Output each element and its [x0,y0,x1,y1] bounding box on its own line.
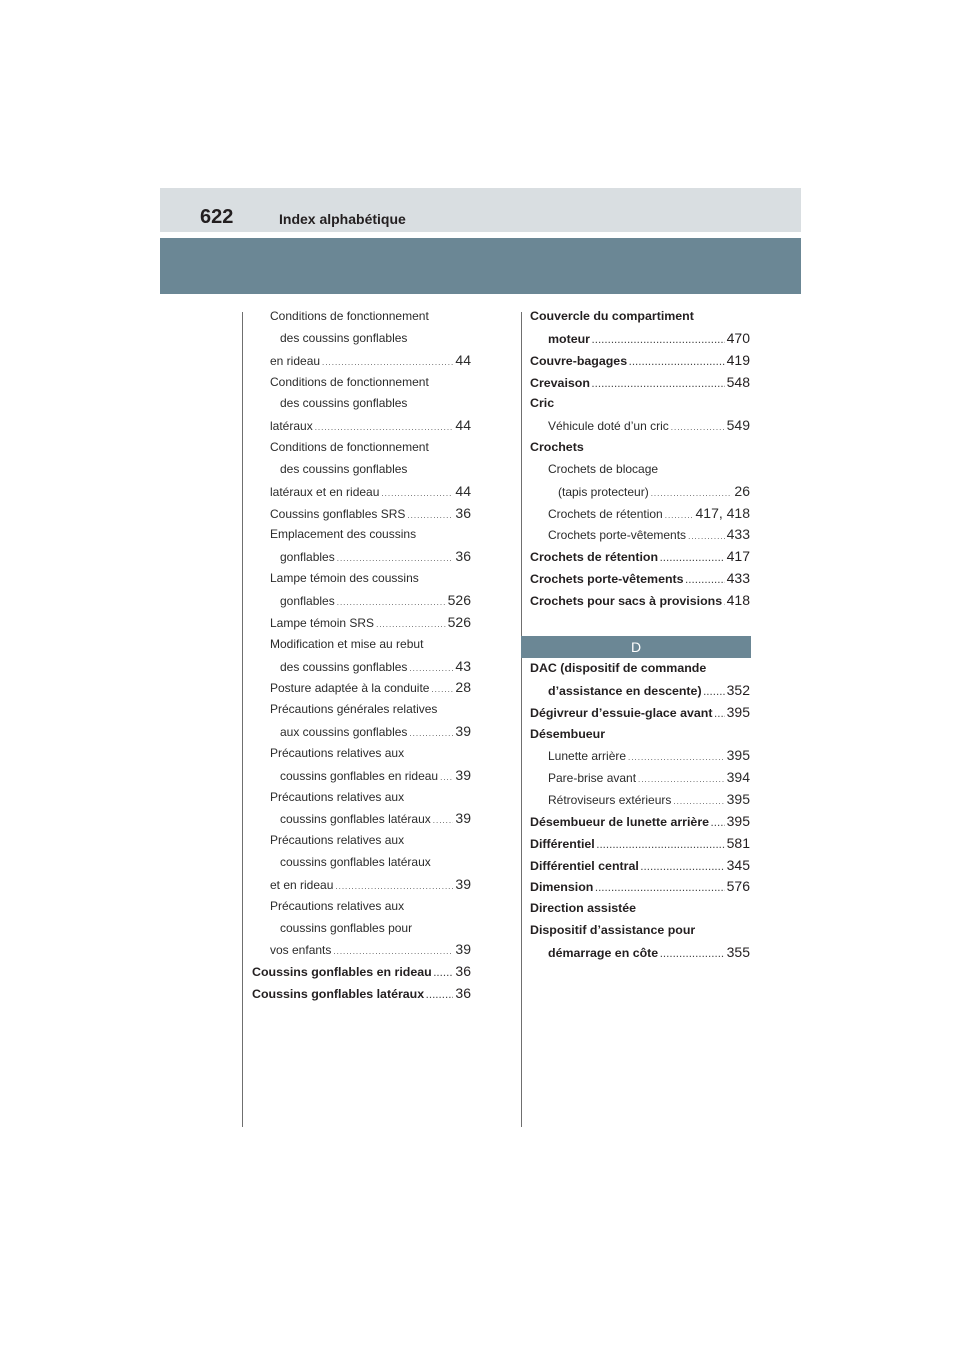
index-entry [252,787,471,809]
leader-dots [426,985,453,1007]
letter-heading-label: D [630,639,642,655]
index-entry-text: Véhicule doté d’un cric [548,419,669,434]
index-entry-page: 548 [726,373,750,390]
section-title: Index alphabétique [279,211,406,227]
index-entry [252,743,471,765]
index-entry-text: vos enfants [270,943,332,958]
index-entry-text: Conditions de fonctionnement [270,440,429,455]
index-entry-text: Lampe témoin SRS [270,615,375,630]
leader-dots [381,483,453,505]
index-entry-text: coussins gonflables en rideau [280,768,439,783]
index-entry-text: Direction assistée [530,901,637,916]
index-entry-text: Emplacement des coussins [270,527,417,542]
index-entry-text: des coussins gonflables [280,461,408,476]
index-entry [252,721,471,743]
center-column-rule [521,312,522,1127]
index-entry [252,372,471,394]
index-entry-text: DAC (dispositif de commande [530,661,707,675]
index-entry-page: 43 [455,657,471,674]
index-entry-page: 44 [455,351,471,368]
index-entry [530,459,750,481]
leader-dots [431,679,453,701]
index-entry [252,459,471,481]
index-entry [530,658,750,680]
letter-heading-d [521,636,751,658]
index-entry [530,724,750,746]
index-entry [530,942,750,964]
leader-dots [434,963,454,985]
leader-dots [660,548,725,570]
index-entry-page: 433 [726,570,750,587]
index-entry [530,481,750,503]
leader-dots [686,570,725,592]
index-entry-text: Crochets de rétention [530,550,659,565]
index-entry-page: 44 [455,482,471,499]
index-column-left [252,306,471,1005]
index-entry [252,503,471,525]
index-entry [530,372,750,394]
index-entry-page: 526 [447,613,471,630]
index-entry [252,830,471,852]
index-entry [530,306,750,328]
index-entry [252,699,471,721]
leader-dots [641,857,725,879]
index-entry [252,918,471,940]
index-entry [252,677,471,699]
index-entry [530,415,750,437]
index-entry-text: Pare-brise avant [548,771,637,786]
index-entry [530,350,750,372]
index-entry-text: latéraux [270,419,313,434]
index-entry-page: 39 [455,766,471,783]
index-entry-text: Crevaison [530,375,590,390]
leader-dots [376,614,446,636]
index-entry [252,437,471,459]
left-column-rule [242,312,243,1127]
index-entry-text: Lampe témoin des coussins [270,571,419,586]
index-entry-text: des coussins gonflables [280,396,408,411]
index-entry [252,765,471,787]
index-entry-text: Coussins gonflables SRS [270,506,406,521]
index-entry-text: Posture adaptée à la conduite [270,681,430,696]
index-entry [530,503,750,525]
index-entry-page: 39 [455,723,471,740]
index-entry [252,415,471,437]
leader-dots [592,374,725,396]
index-entry-page: 549 [726,417,750,434]
index-entry [530,833,750,855]
index-entry [530,328,750,350]
leader-dots [651,483,733,505]
index-entry-page: 39 [455,810,471,827]
index-entry [530,590,750,612]
index-entry [252,350,471,372]
index-entry-text: démarrage en côte [548,945,659,960]
index-entry [530,680,750,702]
index-entry [252,328,471,350]
index-entry-page: 526 [447,591,471,608]
index-entry-text: Crochets pour sacs à provisions [530,593,723,608]
index-entry [530,546,750,568]
index-entry-text: Lunette arrière [548,749,627,764]
index-entry-text: (tapis protecteur) [558,484,649,499]
index-entry [252,634,471,656]
leader-dots [337,592,446,614]
index-entry-text: Couvercle du compartiment [530,309,694,323]
leader-dots [671,417,725,439]
index-entry-page: 28 [455,679,471,696]
index-entry-page: 345 [726,856,750,873]
index-entry-text: Précautions relatives aux [270,745,405,760]
leader-dots [315,417,454,439]
index-entry [252,939,471,961]
index-entry-text: Coussins gonflables latéraux [252,987,425,1002]
index-entry [530,811,750,833]
index-entry-text: et en rideau [270,877,334,892]
leader-dots [409,723,453,745]
index-entry [530,876,750,898]
index-entry [530,855,750,877]
leader-dots [337,548,454,570]
index-entry [530,524,750,546]
index-entry [252,524,471,546]
index-entry [252,393,471,415]
index-entry [252,874,471,896]
index-entry [252,983,471,1005]
leader-dots [629,352,725,374]
index-entry-page: 470 [726,329,750,346]
index-entry [530,767,750,789]
index-entry-page: 36 [455,548,471,565]
index-entry-page: 395 [726,747,750,764]
index-entry-text: Crochets porte-vêtements [530,572,684,587]
index-entry-page: 395 [726,812,750,829]
index-entry-page: 419 [726,351,750,368]
index-entry-text: Précautions relatives aux [270,789,405,804]
index-entry-text: Crochets porte-vêtements [548,528,687,543]
index-entry-page: 576 [726,878,750,895]
index-entry [530,437,750,459]
leader-dots [715,704,725,726]
index-entry-page: 395 [726,703,750,720]
leader-dots [628,747,725,769]
index-entry-text: coussins gonflables latéraux [280,812,431,827]
index-entry-page: 394 [726,769,750,786]
index-entry [252,612,471,634]
index-entry-text: Dispositif d’assistance pour [530,923,696,938]
leader-dots [704,682,725,704]
leader-dots [638,769,725,791]
index-entry-text: Rétroviseurs extérieurs [548,793,672,808]
index-entry-page: 395 [726,791,750,808]
index-entry-page: 581 [726,834,750,851]
index-entry-page: 417 [726,548,750,565]
index-entry [252,896,471,918]
leader-dots [665,505,694,527]
index-entry [252,306,471,328]
leader-dots [724,592,725,614]
index-entry-text: coussins gonflables latéraux [280,855,431,870]
index-entry-page: 26 [734,482,750,499]
index-entry [252,590,471,612]
index-entry-page: 433 [726,526,750,543]
index-entry-text: gonflables [280,550,335,565]
index-entry [252,546,471,568]
index-entry-text: Précautions générales relatives [270,702,438,717]
index-entry-page: 44 [455,417,471,434]
index-entry-text: Précautions relatives aux [270,833,405,848]
leader-dots [440,767,453,789]
index-entry [252,481,471,503]
index-column-right-bottom [530,658,750,964]
index-entry-text: Différentiel central [530,858,639,873]
index-entry-text: coussins gonflables pour [280,920,413,935]
index-entry-text: Couvre-bagages [530,353,628,368]
leader-dots [688,526,725,548]
index-entry-text: Désembueur de lunette arrière [530,814,710,829]
index-entry [530,393,750,415]
index-entry-text: Crochets de blocage [548,461,659,476]
leader-dots [660,944,724,966]
index-entry-text: d’assistance en descente) [548,683,702,698]
page-number: 622 [200,206,234,228]
leader-dots [592,330,725,352]
index-entry-text: des coussins gonflables [280,659,408,674]
index-entry [252,852,471,874]
leader-dots [711,813,725,835]
index-entry [530,920,750,942]
index-entry [252,808,471,830]
index-entry [530,568,750,590]
index-entry [252,961,471,983]
leader-dots [433,810,454,832]
leader-dots [322,352,453,374]
leader-dots [407,505,453,527]
index-entry-page: 418 [726,591,750,608]
leader-dots [335,876,453,898]
index-entry [530,702,750,724]
index-entry-page: 39 [455,941,471,958]
leader-dots [673,791,724,813]
index-entry-text: des coussins gonflables [280,330,408,345]
index-entry-text: aux coussins gonflables [280,725,408,740]
index-entry-text: Précautions relatives aux [270,898,405,913]
index-entry-page: 39 [455,875,471,892]
index-entry-page: 355 [726,943,750,960]
index-entry-page: 36 [455,504,471,521]
index-entry-text: Désembueur [530,726,606,741]
index-entry-text: latéraux et en rideau [270,484,380,499]
index-entry-text: moteur [548,331,590,346]
index-entry-text: gonflables [280,593,335,608]
index-entry [530,745,750,767]
header-band [160,188,801,232]
leader-dots [597,835,725,857]
leader-dots [333,941,453,963]
index-entry-text: Coussins gonflables en rideau [252,965,432,980]
leader-dots [409,658,453,680]
index-entry-page: 417, 418 [695,504,750,521]
index-entry-page: 36 [455,985,471,1002]
index-entry-text: Conditions de fonctionnement [270,309,429,323]
index-entry-text: Différentiel [530,836,595,851]
index-entry-page: 36 [455,963,471,980]
index-entry [252,568,471,590]
index-entry-text: Conditions de fonctionnement [270,374,429,389]
chapter-band [160,238,801,294]
index-entry-text: Modification et mise au rebut [270,636,424,651]
index-entry-text: en rideau [270,353,321,368]
index-entry-text: Crochets [530,440,584,455]
index-entry-text: Dimension [530,880,594,895]
leader-dots [595,878,724,900]
index-entry-text: Dégivreur d’essuie-glace avant [530,705,713,720]
index-entry-text: Crochets de rétention [548,506,663,521]
index-entry [530,898,750,920]
index-entry-text: Cric [530,396,555,411]
index-entry [530,789,750,811]
index-entry [252,656,471,678]
index-column-right-top [530,306,750,612]
index-entry-page: 352 [726,681,750,698]
